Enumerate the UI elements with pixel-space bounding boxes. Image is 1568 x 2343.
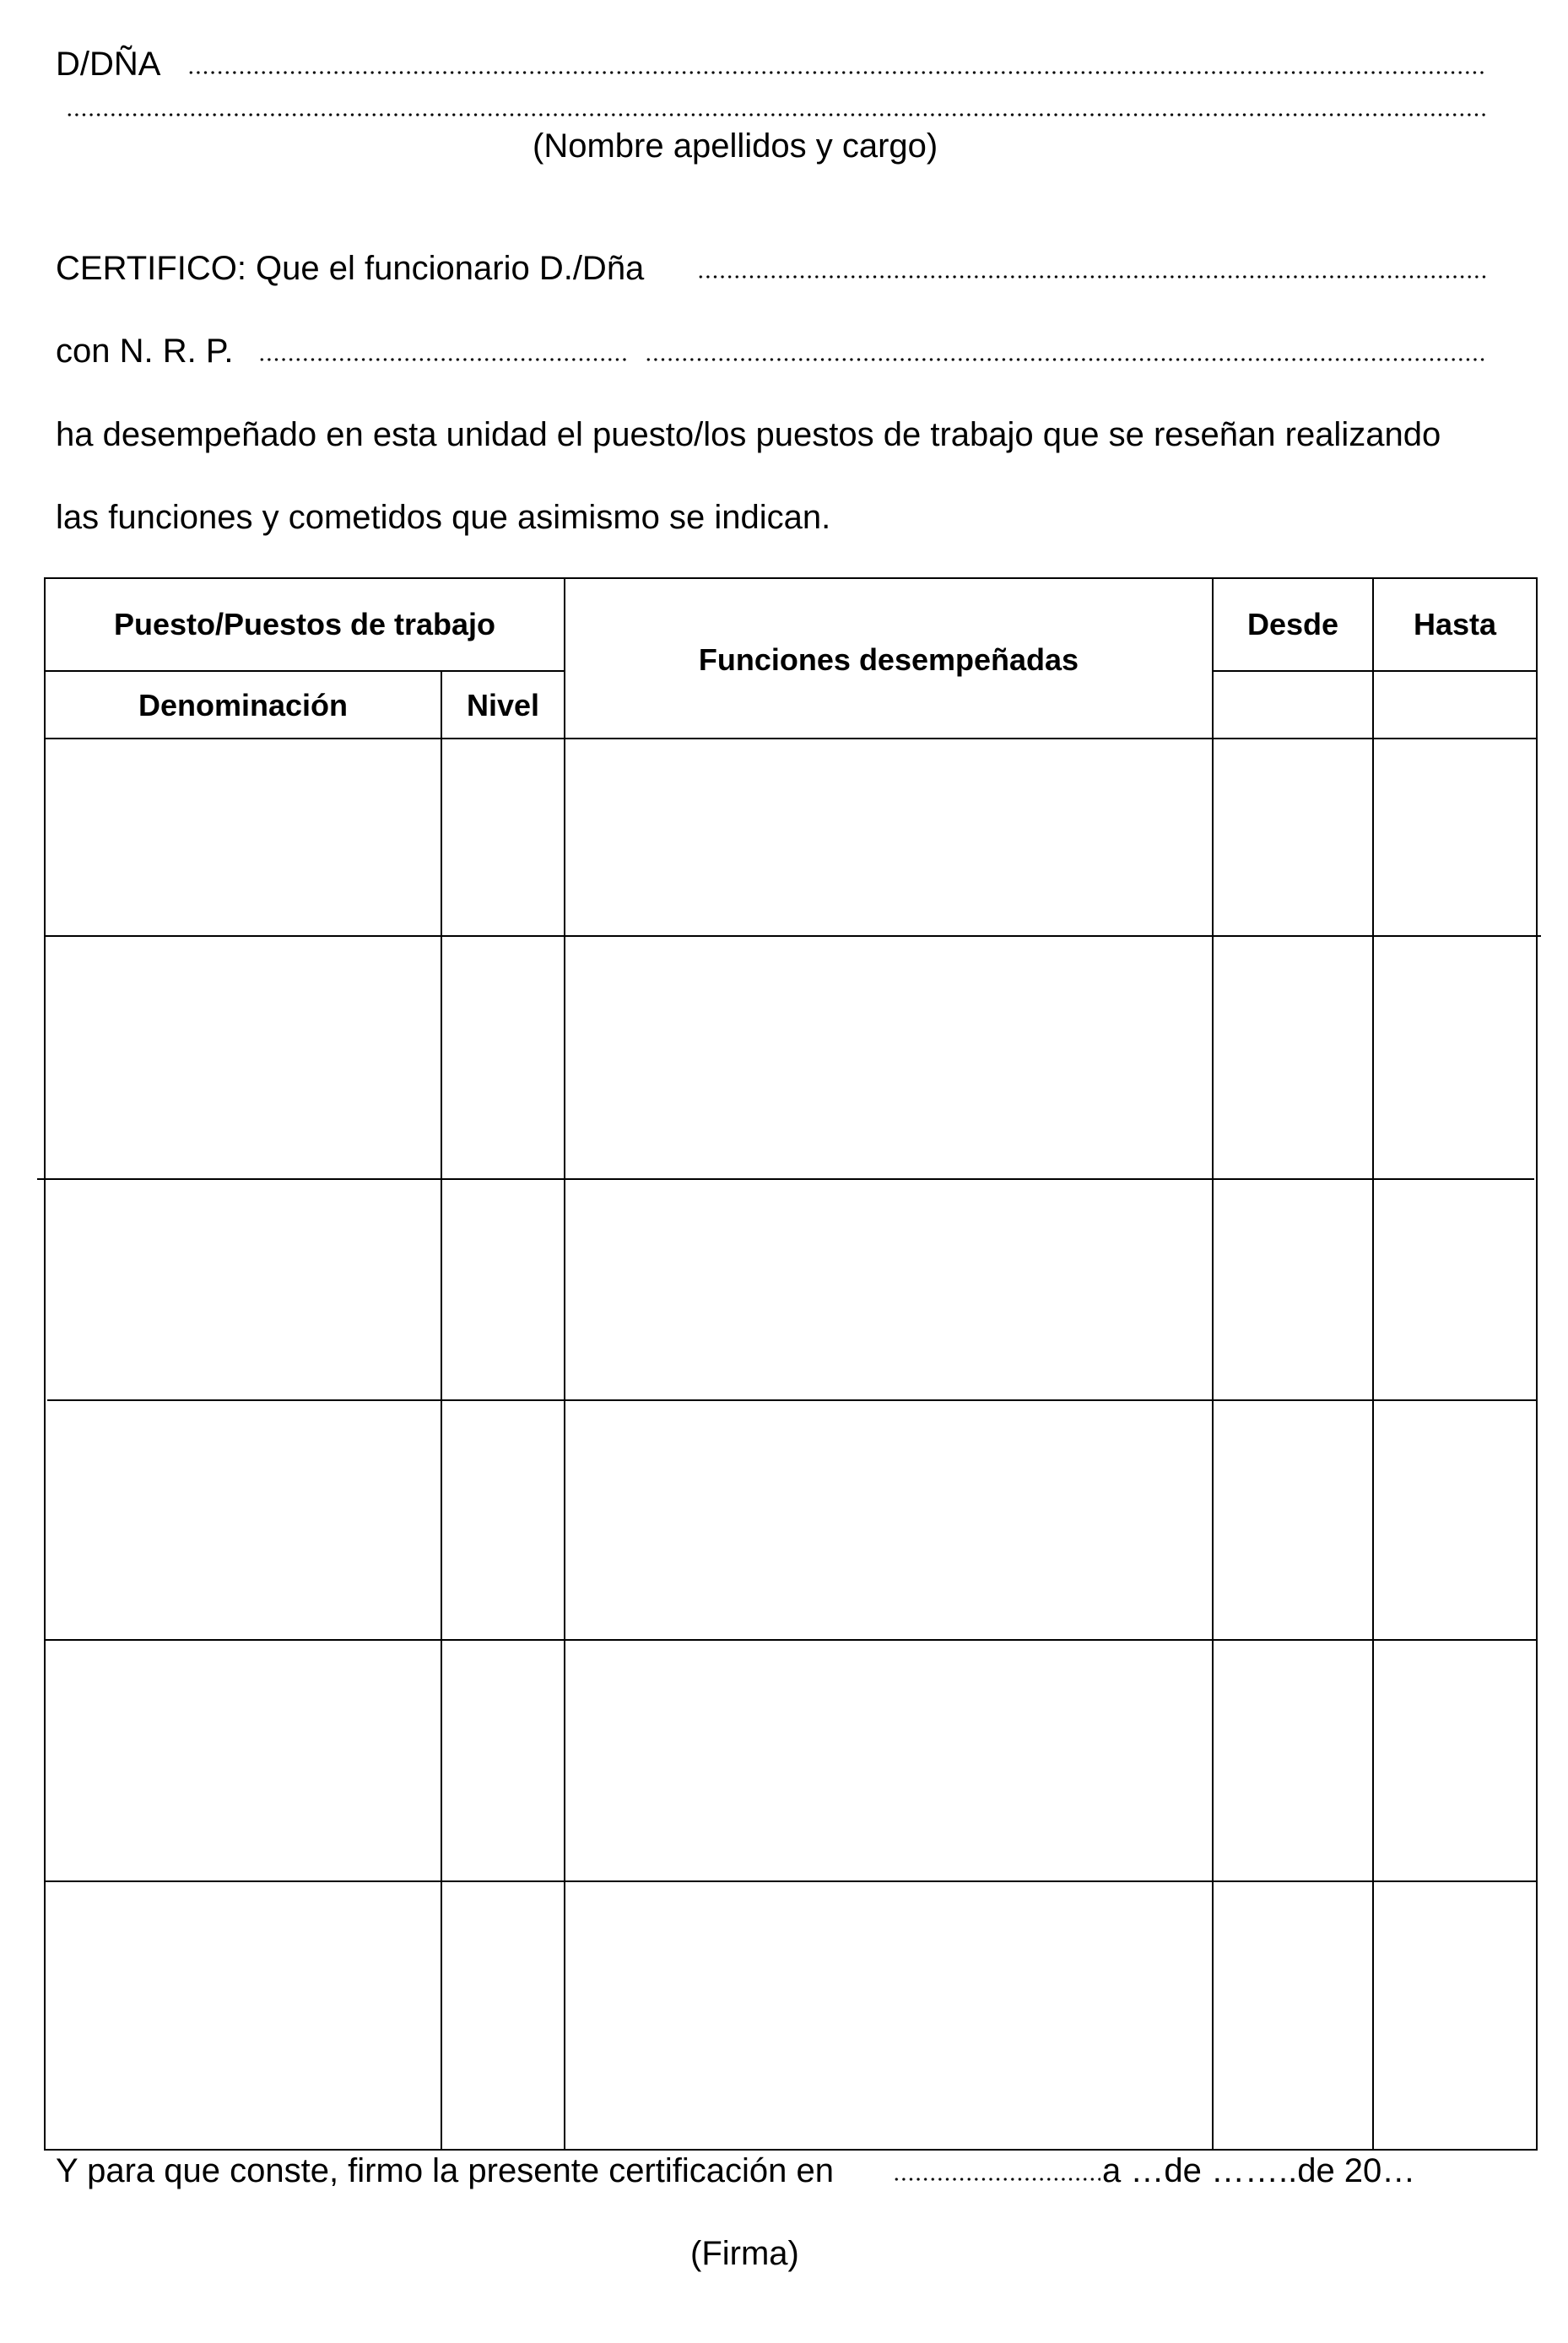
header-desde-blank	[1214, 672, 1372, 738]
cell-hasta[interactable]	[1374, 1180, 1536, 1399]
name-field-continued[interactable]	[66, 113, 1487, 116]
cell-denominacion[interactable]	[46, 1180, 441, 1399]
cell-nivel[interactable]	[442, 1180, 564, 1399]
table-border-top	[44, 577, 1538, 579]
col-header-hasta: Hasta	[1413, 607, 1497, 641]
group-header: Puesto/Puestos de trabajo	[113, 607, 496, 641]
cell-desde[interactable]	[1214, 1401, 1372, 1639]
table-border-right	[1536, 577, 1538, 2151]
cell-desde[interactable]	[1214, 1180, 1372, 1399]
nrp-label: con N. R. P.	[56, 333, 234, 370]
certifico-text: CERTIFICO: Que el funcionario D./Dña	[56, 250, 645, 287]
cell-nivel[interactable]	[442, 937, 564, 1178]
paragraph-line-1: ha desempeñado en esta unidad el puesto/los puestos de trabajo que se reseñan realizando	[56, 416, 1441, 453]
header-hasta-blank	[1374, 672, 1536, 738]
cell-denominacion[interactable]	[46, 1641, 441, 1880]
cell-hasta[interactable]	[1374, 1401, 1536, 1639]
cell-desde[interactable]	[1214, 937, 1372, 1178]
closing-line	[56, 2154, 834, 2188]
cell-funciones[interactable]	[565, 1882, 1212, 2149]
cell-desde[interactable]	[1214, 1641, 1372, 1880]
table-border-bottom	[44, 2149, 1538, 2151]
cell-hasta[interactable]	[1374, 739, 1536, 935]
closing-date-text: a …de ……..de 20…	[1102, 2152, 1416, 2189]
closing-text: Y para que conste, firmo la presente certificación en	[56, 2152, 834, 2189]
cell-denominacion[interactable]	[46, 1882, 441, 2149]
cell-desde[interactable]	[1214, 739, 1372, 935]
col-header-nivel: Nivel	[466, 688, 540, 722]
cell-funciones[interactable]	[565, 1641, 1212, 1880]
cell-desde[interactable]	[1214, 1882, 1372, 2149]
cell-funciones[interactable]	[565, 937, 1212, 1178]
header-divider	[44, 670, 565, 672]
cell-denominacion[interactable]	[46, 1401, 441, 1639]
nrp-field-extra[interactable]	[645, 358, 1487, 361]
place-field[interactable]	[893, 2178, 1100, 2181]
name-field[interactable]	[187, 71, 1487, 74]
date-text	[1102, 2154, 1415, 2188]
nrp-line	[56, 334, 233, 368]
col-header-funciones: Funciones desempeñadas	[698, 642, 1079, 677]
certifico-line	[56, 252, 644, 285]
cell-hasta[interactable]	[1374, 937, 1536, 1178]
cell-denominacion[interactable]	[46, 739, 441, 935]
cell-funciones[interactable]	[565, 1401, 1212, 1639]
cell-nivel[interactable]	[442, 1401, 564, 1639]
cell-hasta[interactable]	[1374, 1641, 1536, 1880]
cell-nivel[interactable]	[442, 1882, 564, 2149]
name-prefix: D/DÑA	[56, 46, 161, 83]
name-caption: (Nombre apellidos y cargo)	[533, 127, 938, 165]
signature-label: (Firma)	[690, 2235, 799, 2272]
col-header-denominacion: Denominación	[138, 688, 349, 722]
cell-nivel[interactable]	[442, 739, 564, 935]
cell-funciones[interactable]	[565, 1180, 1212, 1399]
cell-hasta[interactable]	[1374, 1882, 1536, 2149]
cell-funciones[interactable]	[565, 739, 1212, 935]
cell-nivel[interactable]	[442, 1641, 564, 1880]
official-name-field[interactable]	[697, 275, 1487, 279]
name-line	[56, 47, 160, 81]
nrp-field[interactable]	[258, 358, 628, 361]
cell-denominacion[interactable]	[46, 937, 441, 1178]
col-header-desde: Desde	[1246, 607, 1339, 641]
paragraph-line-2: las funciones y cometidos que asimismo se indican.	[56, 499, 831, 536]
